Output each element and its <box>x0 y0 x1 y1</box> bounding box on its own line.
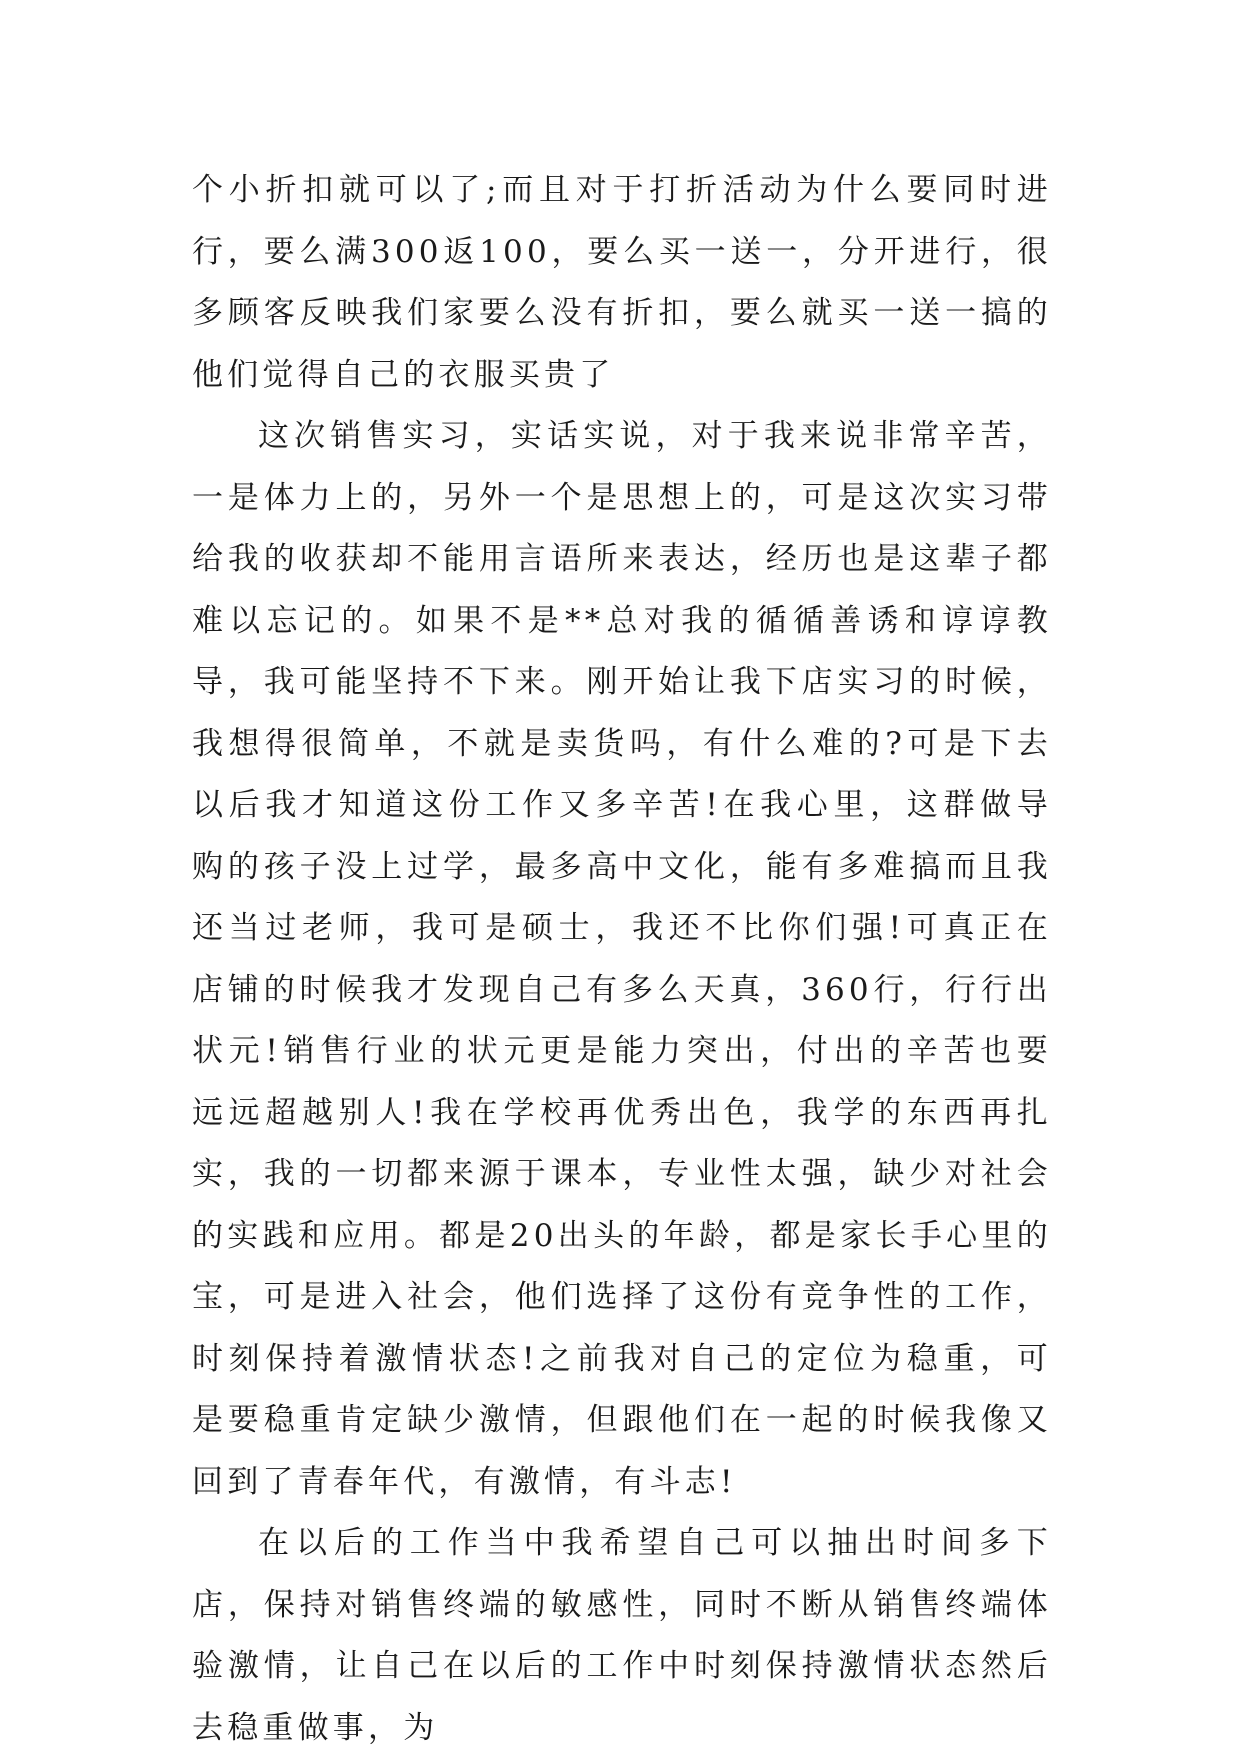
paragraph-continuation: 个小折扣就可以了;而且对于打折活动为什么要同时进行，要么满300返100，要么买一送一，分开进行，很多顾客反映我们家要么没有折扣，要么就买一送一搞的他们觉得自己的衣服买贵了 <box>192 172 1052 393</box>
paragraph-internship-reflection: 这次销售实习，实话实说，对于我来说非常辛苦，一是体力上的，另外一个是思想上的，可是这次实习带给我的收获却不能用言语所来表达，经历也是这辈子都难以忘记的。如果不是**总对我的循循善诱和谆谆教导，我可能坚持不下来。刚开始让我下店实习的时候，我想得很简单，不就是卖货吗，有什么难的?可是下去以后我才知道这份工作又多辛苦!在我心里，这群做导购的孩子没上过学，最多高中文化，能有多难搞而且我还当过老师，我可是硕士，我还不比你们强!可真正在店铺的时候我才发现自己有多么天真，360行，行行出状元!销售行业的状元更是能力突出，付出的辛苦也要远远超越别人!我在学校再优秀出色，我学的东西再扎实，我的一切都来源于课本，专业性太强，缺少对社会的实践和应用。都是20出头的年龄，都是家长手心里的宝，可是进入社会，他们选择了这份有竞争性的工作，时刻保持着激情状态!之前我对自己的定位为稳重，可是要稳重肯定缺少激情，但跟他们在一起的时候我像又回到了青春年代，有激情，有斗志! <box>192 418 1052 1500</box>
document-body <box>192 160 1052 1759</box>
paragraph-future-plan: 在以后的工作当中我希望自己可以抽出时间多下店，保持对销售终端的敏感性，同时不断从销售终端体验激情，让自己在以后的工作中时刻保持激情状态然后去稳重做事，为 <box>192 1525 1052 1746</box>
